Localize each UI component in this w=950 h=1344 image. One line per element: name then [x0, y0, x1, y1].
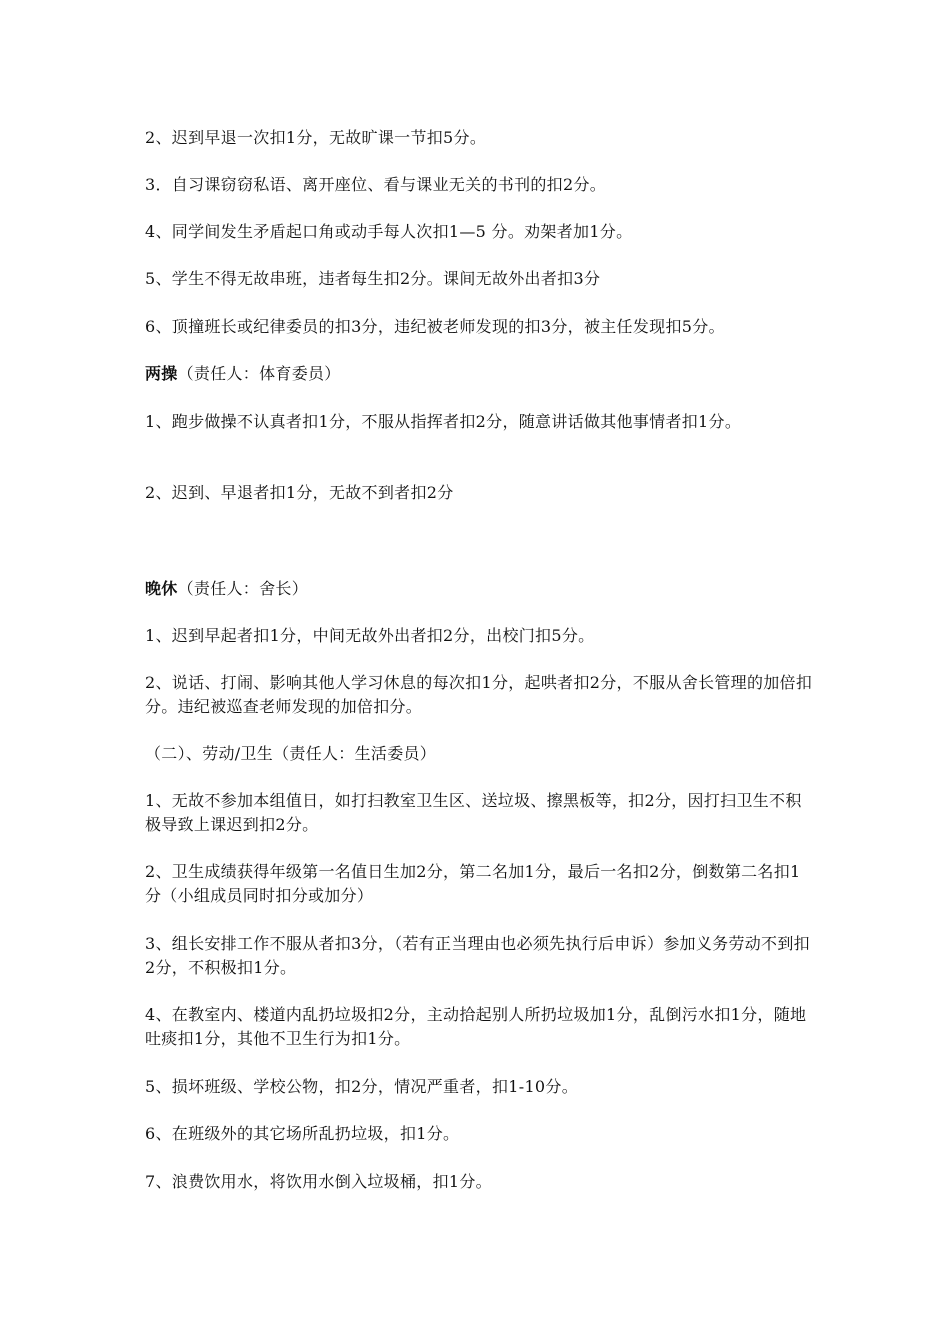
exercise-section-header	[145, 362, 815, 386]
discipline-item: 5、学生不得无故串班，违者每生扣2分。课间无故外出者扣3分	[145, 269, 601, 288]
discipline-item: 3．自习课窃窃私语、离开座位、看与课业无关的书刊的扣2分。	[145, 175, 607, 194]
discipline-item: 2、迟到早退一次扣1分，无故旷课一节扣5分。	[145, 128, 487, 147]
rest-section-responsible: （责任人：舍长）	[177, 579, 309, 598]
exercise-item: 2、迟到、早退者扣1分，无故不到者扣2分	[145, 483, 454, 502]
exercise-item: 1、跑步做操不认真者扣1分，不服从指挥者扣2分，随意讲话做其他事情者扣1分。	[145, 412, 742, 431]
labor-section-heading: （二）、劳动/卫生（责任人：生活委员）	[145, 744, 437, 763]
rest-section-header	[145, 577, 815, 601]
rest-section-heading: 晚休	[145, 579, 178, 598]
labor-item: 4、在教室内、楼道内乱扔垃圾扣2分，主动拾起别人所扔垃圾加1分，乱倒污水扣1分，随地吐痰扣1分，其他不卫生行为扣1分。	[145, 1005, 807, 1048]
discipline-item: 4、同学间发生矛盾起口角或动手每人次扣1—5 分。劝架者加1分。	[145, 222, 633, 241]
labor-item: 5、损坏班级、学校公物，扣2分，情况严重者，扣1-10分。	[145, 1077, 579, 1096]
rest-item: 1、迟到早起者扣1分，中间无故外出者扣2分，出校门扣5分。	[145, 626, 595, 645]
labor-item: 6、在班级外的其它场所乱扔垃圾，扣1分。	[145, 1124, 460, 1143]
discipline-item: 6、顶撞班长或纪律委员的扣3分，违纪被老师发现的扣3分，被主任发现扣5分。	[145, 317, 725, 336]
rest-item: 2、说话、打闹、影响其他人学习休息的每次扣1分，起哄者扣2分，不服从舍长管理的加倍扣分。违纪被巡查老师发现的加倍扣分。	[145, 673, 813, 716]
labor-item: 2、卫生成绩获得年级第一名值日生加2分，第二名加1分，最后一名扣2分，倒数第二名扣1分（小组成员同时扣分或加分）	[145, 862, 801, 905]
exercise-section-responsible: （责任人：体育委员）	[177, 364, 341, 383]
exercise-section-heading: 两操	[145, 364, 178, 383]
labor-item: 1、无故不参加本组值日，如打扫教室卫生区、送垃圾、擦黑板等，扣2分，因打扫卫生不积极导致上课迟到扣2分。	[145, 791, 802, 834]
labor-item: 3、组长安排工作不服从者扣3分，（若有正当理由也必须先执行后申诉）参加义务劳动不到扣2分，不积极扣1分。	[145, 934, 810, 977]
labor-item: 7、浪费饮用水，将饮用水倒入垃圾桶，扣1分。	[145, 1172, 492, 1191]
